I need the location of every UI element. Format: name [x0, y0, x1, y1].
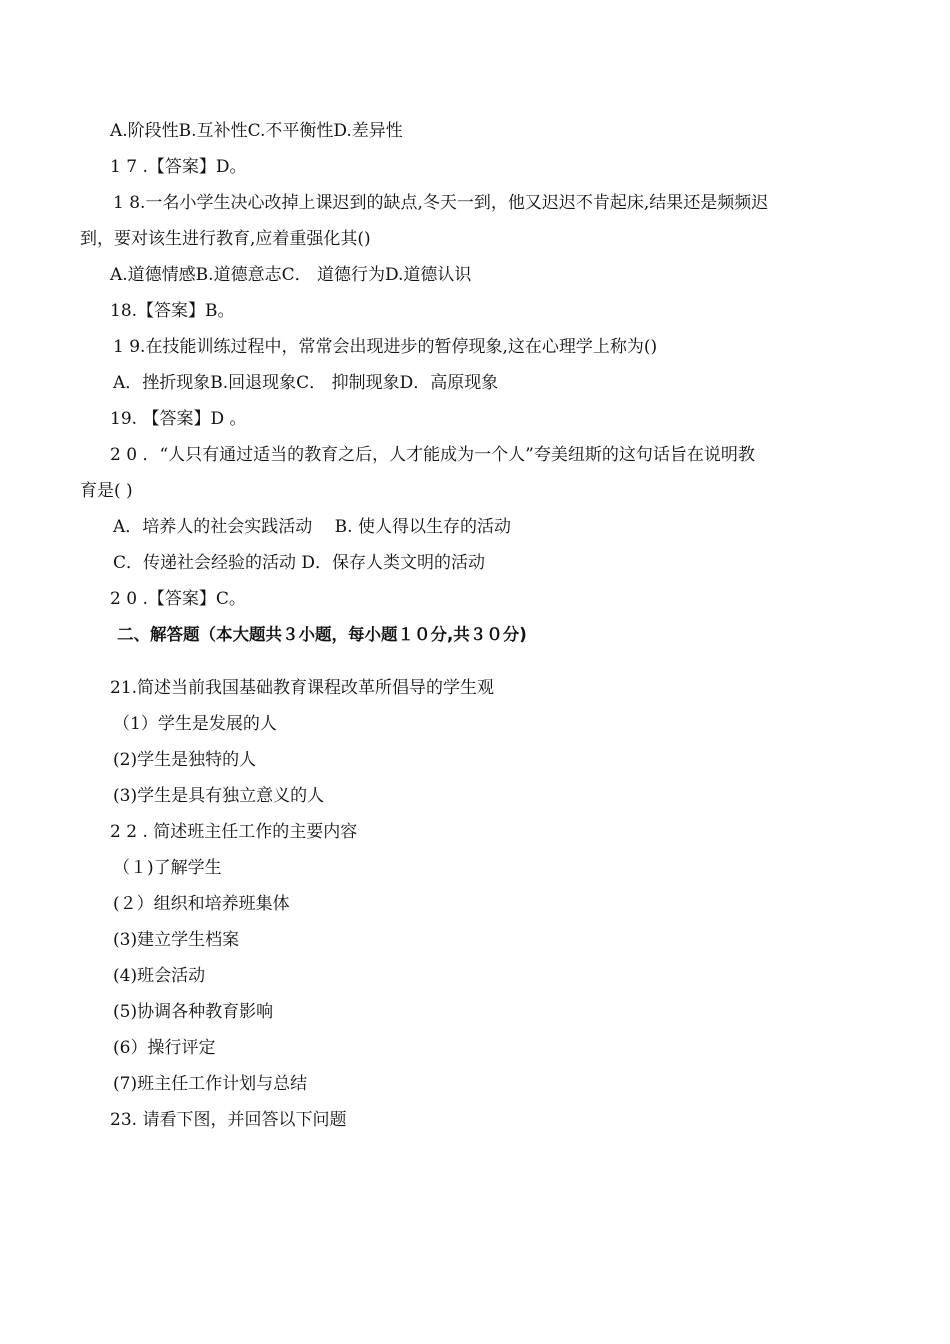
q18-stem-line2: 到，要对该生进行教育,应着重强化其()	[80, 229, 371, 249]
q19-stem: 1 9.在技能训练过程中，常常会出现进步的暂停现象,这在心理学上称为()	[113, 337, 658, 357]
q20-stem-line1: 2 0 ．“人只有通过适当的教育之后，人才能成为一个人”夸美纽斯的这句话旨在说明教	[110, 445, 755, 465]
q21-point-1: （1）学生是发展的人	[113, 714, 277, 734]
q20-options-ab: A．培养人的社会实践活动 B. 使人得以生存的活动	[113, 517, 511, 537]
q20-options-cd: C．传递社会经验的活动 D．保存人类文明的活动	[113, 553, 486, 573]
q20-stem-line2: 育是( )	[80, 481, 133, 501]
q19-options: A．挫折现象B.回退现象C． 抑制现象D．高原现象	[113, 373, 499, 393]
q22-point-3: (3)建立学生档案	[113, 930, 240, 950]
q17-answer: 1 7 .【答案】D。	[110, 157, 247, 177]
q21-point-2: (2)学生是独特的人	[113, 750, 257, 770]
q22-point-1: （１)了解学生	[113, 858, 222, 878]
q22-point-6: (6）操行评定	[113, 1038, 216, 1058]
q21-stem: 21.简述当前我国基础教育课程改革所倡导的学生观	[110, 678, 495, 698]
q22-point-7: (7)班主任工作计划与总结	[113, 1074, 308, 1094]
q16-options: A.阶段性B.互补性C.不平衡性D.差异性	[110, 121, 403, 141]
q20-answer: 2 0 .【答案】C。	[110, 589, 246, 609]
q22-point-4: (4)班会活动	[113, 966, 206, 986]
q23-stem: 23. 请看下图，并回答以下问题	[110, 1110, 347, 1130]
q22-stem: 2 2 . 简述班主任工作的主要内容	[110, 822, 358, 842]
q19-answer: 19. 【答案】D 。	[110, 409, 247, 429]
q21-point-3: (3)学生是具有独立意义的人	[113, 786, 325, 806]
section2-title: 二、解答题（本大题共３小题，每小题１０分,共３０分)	[117, 625, 527, 644]
q22-point-5: (5)协调各种教育影响	[113, 1002, 274, 1022]
q18-stem-line1: 1 8.一名小学生决心改掉上课迟到的缺点,冬天一到，他又迟迟不肯起床,结果还是频频迟	[113, 193, 769, 213]
q18-options: A.道德情感B.道德意志C． 道德行为D.道德认识	[110, 265, 472, 285]
q18-answer: 18.【答案】B。	[110, 301, 235, 321]
q22-point-2: (２）组织和培养班集体	[113, 894, 290, 914]
